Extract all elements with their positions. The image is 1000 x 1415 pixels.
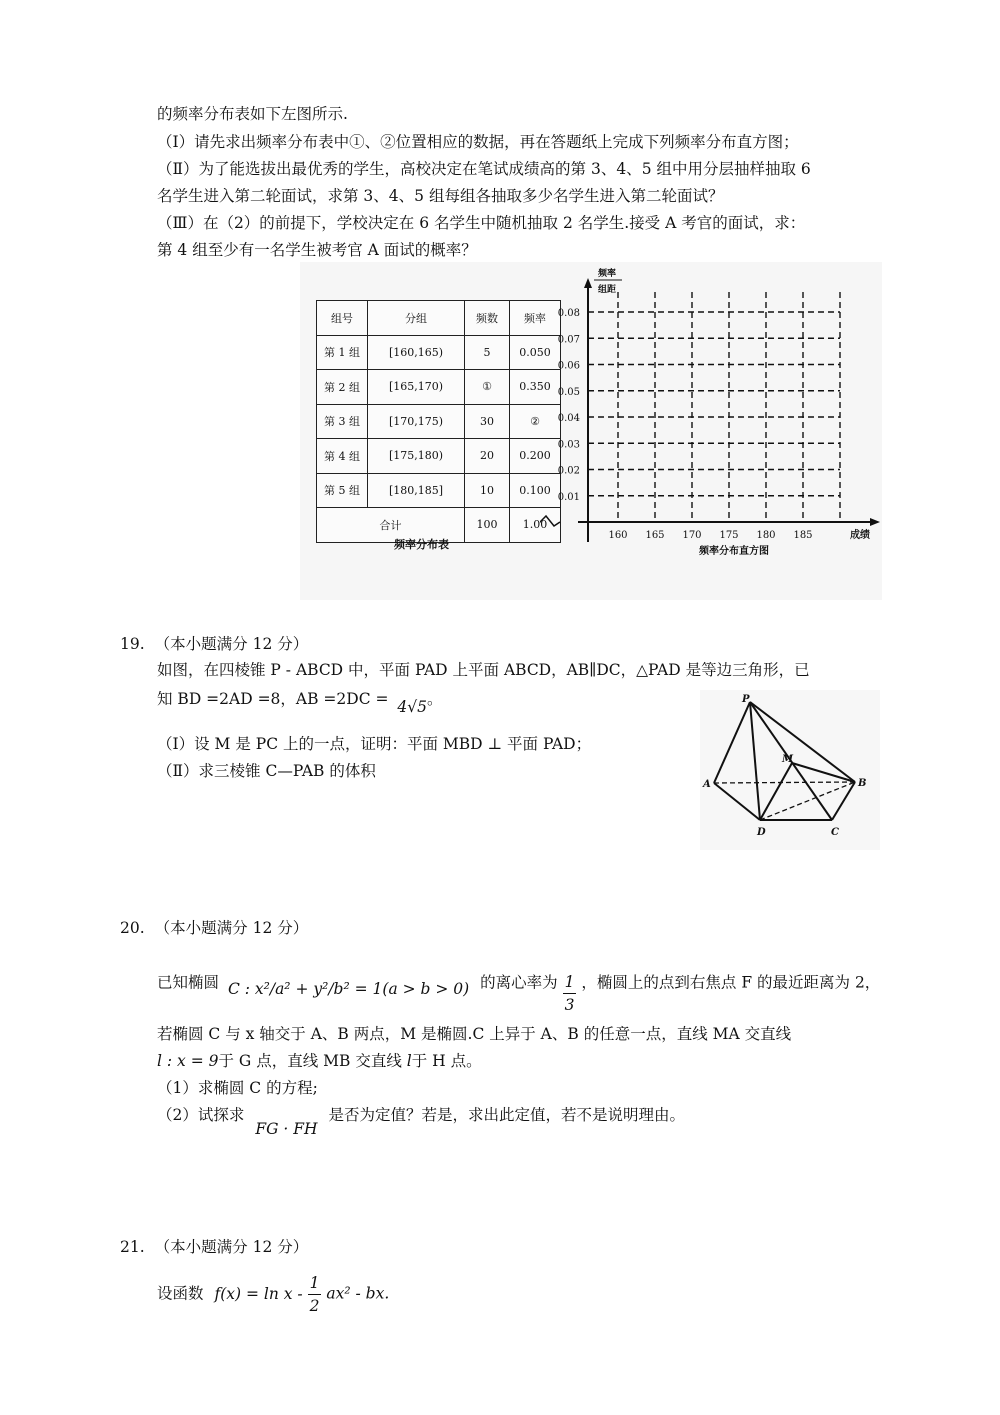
q20-score: （本小题满分 12 分） xyxy=(154,919,309,937)
chart-title: 频率分布直方图 xyxy=(699,546,769,557)
histogram-chart xyxy=(540,262,882,600)
fraction-denominator: 3 xyxy=(564,996,575,1014)
table-cell: 第 2 组 xyxy=(317,370,368,405)
y-tick-label: 0.04 xyxy=(557,413,580,424)
label-D: D xyxy=(757,827,766,838)
q20-l1-b: 的离心率为 xyxy=(480,973,558,992)
half-fraction xyxy=(308,1272,322,1317)
pyramid-diagram xyxy=(700,690,880,850)
q20-l1-c: ，椭圆上的点到右焦点 F 的最近距离为 2， xyxy=(581,973,881,992)
y-tick-label: 0.03 xyxy=(557,439,580,451)
x-axis-label: 成绩 xyxy=(850,530,870,541)
q19-number xyxy=(120,632,308,654)
y-axis-label-top: 频率 xyxy=(598,269,617,279)
table-cell: [160,165) xyxy=(368,335,465,370)
q20-p2-a: （2）试探求 xyxy=(157,1106,245,1124)
q19-line-2 xyxy=(157,688,443,716)
q18-line-6: 第 4 组至少有一名学生被考官 A 面试的概率？ xyxy=(157,241,477,259)
fraction-numerator: 1 xyxy=(563,971,577,994)
table-row xyxy=(317,335,561,370)
q19-part-1: （I）设 M 是 PC 上的一点，证明：平面 MBD ⊥ 平面 PAD； xyxy=(157,735,592,753)
table-cell: [165,170) xyxy=(368,370,465,405)
q18-line-5: （Ⅲ）在（2）的前提下，学校决定在 6 名学生中随机抽取 2 名学生.接受 A 考官的面试，求： xyxy=(157,214,806,232)
q20-line-2: 若椭圆 C 与 x 轴交于 A、B 两点，M 是椭圆.C 上异于 A、B 的任意一点，直线 MA 交直线 xyxy=(157,1025,792,1043)
table-cell: 5 xyxy=(465,335,510,370)
table-header-cell: 分组 xyxy=(368,301,465,336)
table-cell: 第 4 组 xyxy=(317,439,368,474)
q19-score: （本小题满分 12 分） xyxy=(154,635,309,653)
q20-l3-a: 于 G 点，直线 MB 交直线 xyxy=(218,1052,402,1070)
q19-part-2: （Ⅱ）求三棱锥 C—PAB 的体积 xyxy=(157,762,376,780)
table-cell: ② xyxy=(510,404,561,439)
q19-line-2-end: 。 xyxy=(427,690,443,708)
q20-l1-a: 已知椭圆 xyxy=(157,973,220,992)
table-caption: 频率分布表 xyxy=(394,538,449,551)
label-M: M xyxy=(782,754,794,765)
y-tick-label: 0.08 xyxy=(557,308,580,319)
function-expr-b: ax² - bx. xyxy=(326,1284,390,1303)
y-tick-label: 0.01 xyxy=(557,491,580,503)
table-header-row xyxy=(317,301,561,336)
table-cell: 第 5 组 xyxy=(317,473,368,508)
fraction-numerator: 1 xyxy=(308,1272,322,1295)
table-row xyxy=(317,473,561,508)
x-tick-label: 160 xyxy=(608,530,628,541)
q20-l3-b: 于 H 点。 xyxy=(411,1052,482,1070)
table-cell: 0.350 xyxy=(510,370,561,405)
table-cell: ① xyxy=(465,370,510,405)
y-axis-label-bottom: 组距 xyxy=(598,285,617,295)
q18-line-3: （Ⅱ）为了能选拔出最优秀的学生，高校决定在笔试成绩高的第 3、4、5 组中用分层抽样抽取 6 xyxy=(157,160,811,178)
x-tick-label: 165 xyxy=(645,530,665,541)
y-tick-label: 0.05 xyxy=(557,386,580,398)
q20-line-3 xyxy=(157,1050,482,1072)
table-row xyxy=(317,404,561,439)
line-l-symbol: l xyxy=(406,1052,412,1070)
q21-score: （本小题满分 12 分） xyxy=(154,1238,309,1256)
table-cell: 30 xyxy=(465,404,510,439)
table-header-cell: 组号 xyxy=(317,301,368,336)
q20-num: 20. xyxy=(120,919,145,937)
x-tick-label: 185 xyxy=(793,530,813,541)
q18-line-1: 的频率分布表如下左图所示. xyxy=(157,105,348,123)
table-row xyxy=(317,370,561,405)
table-cell: 0.100 xyxy=(510,473,561,508)
diagram-background xyxy=(700,690,880,850)
table-cell: 1.00 xyxy=(510,508,561,543)
table-cell: 合计 xyxy=(317,508,465,543)
q20-line-1 xyxy=(157,961,881,1014)
table-cell: 100 xyxy=(465,508,510,543)
q19-sqrt-expr: 4√5 xyxy=(397,698,428,716)
x-axis-arrow xyxy=(870,518,880,526)
x-tick-label: 180 xyxy=(756,530,776,541)
q19-line-2-text: 知 BD =2AD =8，AB =2DC = xyxy=(157,690,389,708)
table-cell: 第 3 组 xyxy=(317,404,368,439)
q20-part-1: （1）求椭圆 C 的方程; xyxy=(157,1079,318,1097)
y-tick-label: 0.07 xyxy=(557,334,580,346)
q18-figure xyxy=(300,262,882,600)
ellipse-equation: C : x²/a² + y²/b² = 1(a > b > 0) xyxy=(227,979,470,998)
q20-number xyxy=(120,916,308,938)
table-cell: [170,175) xyxy=(368,404,465,439)
table-cell: [175,180) xyxy=(368,439,465,474)
eccentricity-fraction xyxy=(563,971,577,1016)
table-cell: 第 1 组 xyxy=(317,335,368,370)
fraction-denominator: 2 xyxy=(309,1297,320,1315)
q19-line-1: 如图，在四棱锥 P - ABCD 中，平面 PAD 上平面 ABCD，AB∥DC，△PAD 是等边三角形，已 xyxy=(157,661,810,679)
y-tick-label: 0.02 xyxy=(557,465,580,477)
label-B: B xyxy=(858,778,867,789)
table-cell: 10 xyxy=(465,473,510,508)
q21-l1-a: 设函数 xyxy=(157,1284,204,1303)
x-tick-label: 175 xyxy=(719,530,739,541)
q19-num: 19. xyxy=(120,635,145,653)
table-cell: 0.200 xyxy=(510,439,561,474)
q21-num: 21. xyxy=(120,1238,145,1256)
x-tick-label: 170 xyxy=(682,530,702,541)
table-cell: [180,185] xyxy=(368,473,465,508)
q21-number xyxy=(120,1235,308,1257)
q20-p2-b: 是否为定值？若是，求出此定值，若不是说明理由。 xyxy=(328,1106,685,1124)
y-axis-arrow xyxy=(584,278,592,288)
line-l-equation: l : x = 9 xyxy=(157,1052,219,1070)
label-P: P xyxy=(742,694,750,705)
label-C: C xyxy=(831,827,839,838)
table-cell: 20 xyxy=(465,439,510,474)
table-row xyxy=(317,439,561,474)
table-header-cell: 频数 xyxy=(465,301,510,336)
q18-line-4: 名学生进入第二轮面试，求第 3、4、5 组每组各抽取多少名学生进入第二轮面试？ xyxy=(157,187,724,205)
vector-dot-product: FG · FH xyxy=(255,1120,318,1138)
table-cell: 0.050 xyxy=(510,335,561,370)
q18-line-2: （I）请先求出频率分布表中①、②位置相应的数据，再在答题纸上完成下列频率分布直方图； xyxy=(157,133,799,151)
function-expr-a: f(x) = ln x - xyxy=(214,1284,303,1303)
table-header-cell: 频率 xyxy=(510,301,561,336)
q21-line-1 xyxy=(157,1272,389,1317)
q20-part-2 xyxy=(157,1104,685,1138)
y-tick-label: 0.06 xyxy=(557,360,580,372)
label-A: A xyxy=(703,779,711,790)
axis-break xyxy=(540,516,560,526)
frequency-table xyxy=(316,300,561,543)
